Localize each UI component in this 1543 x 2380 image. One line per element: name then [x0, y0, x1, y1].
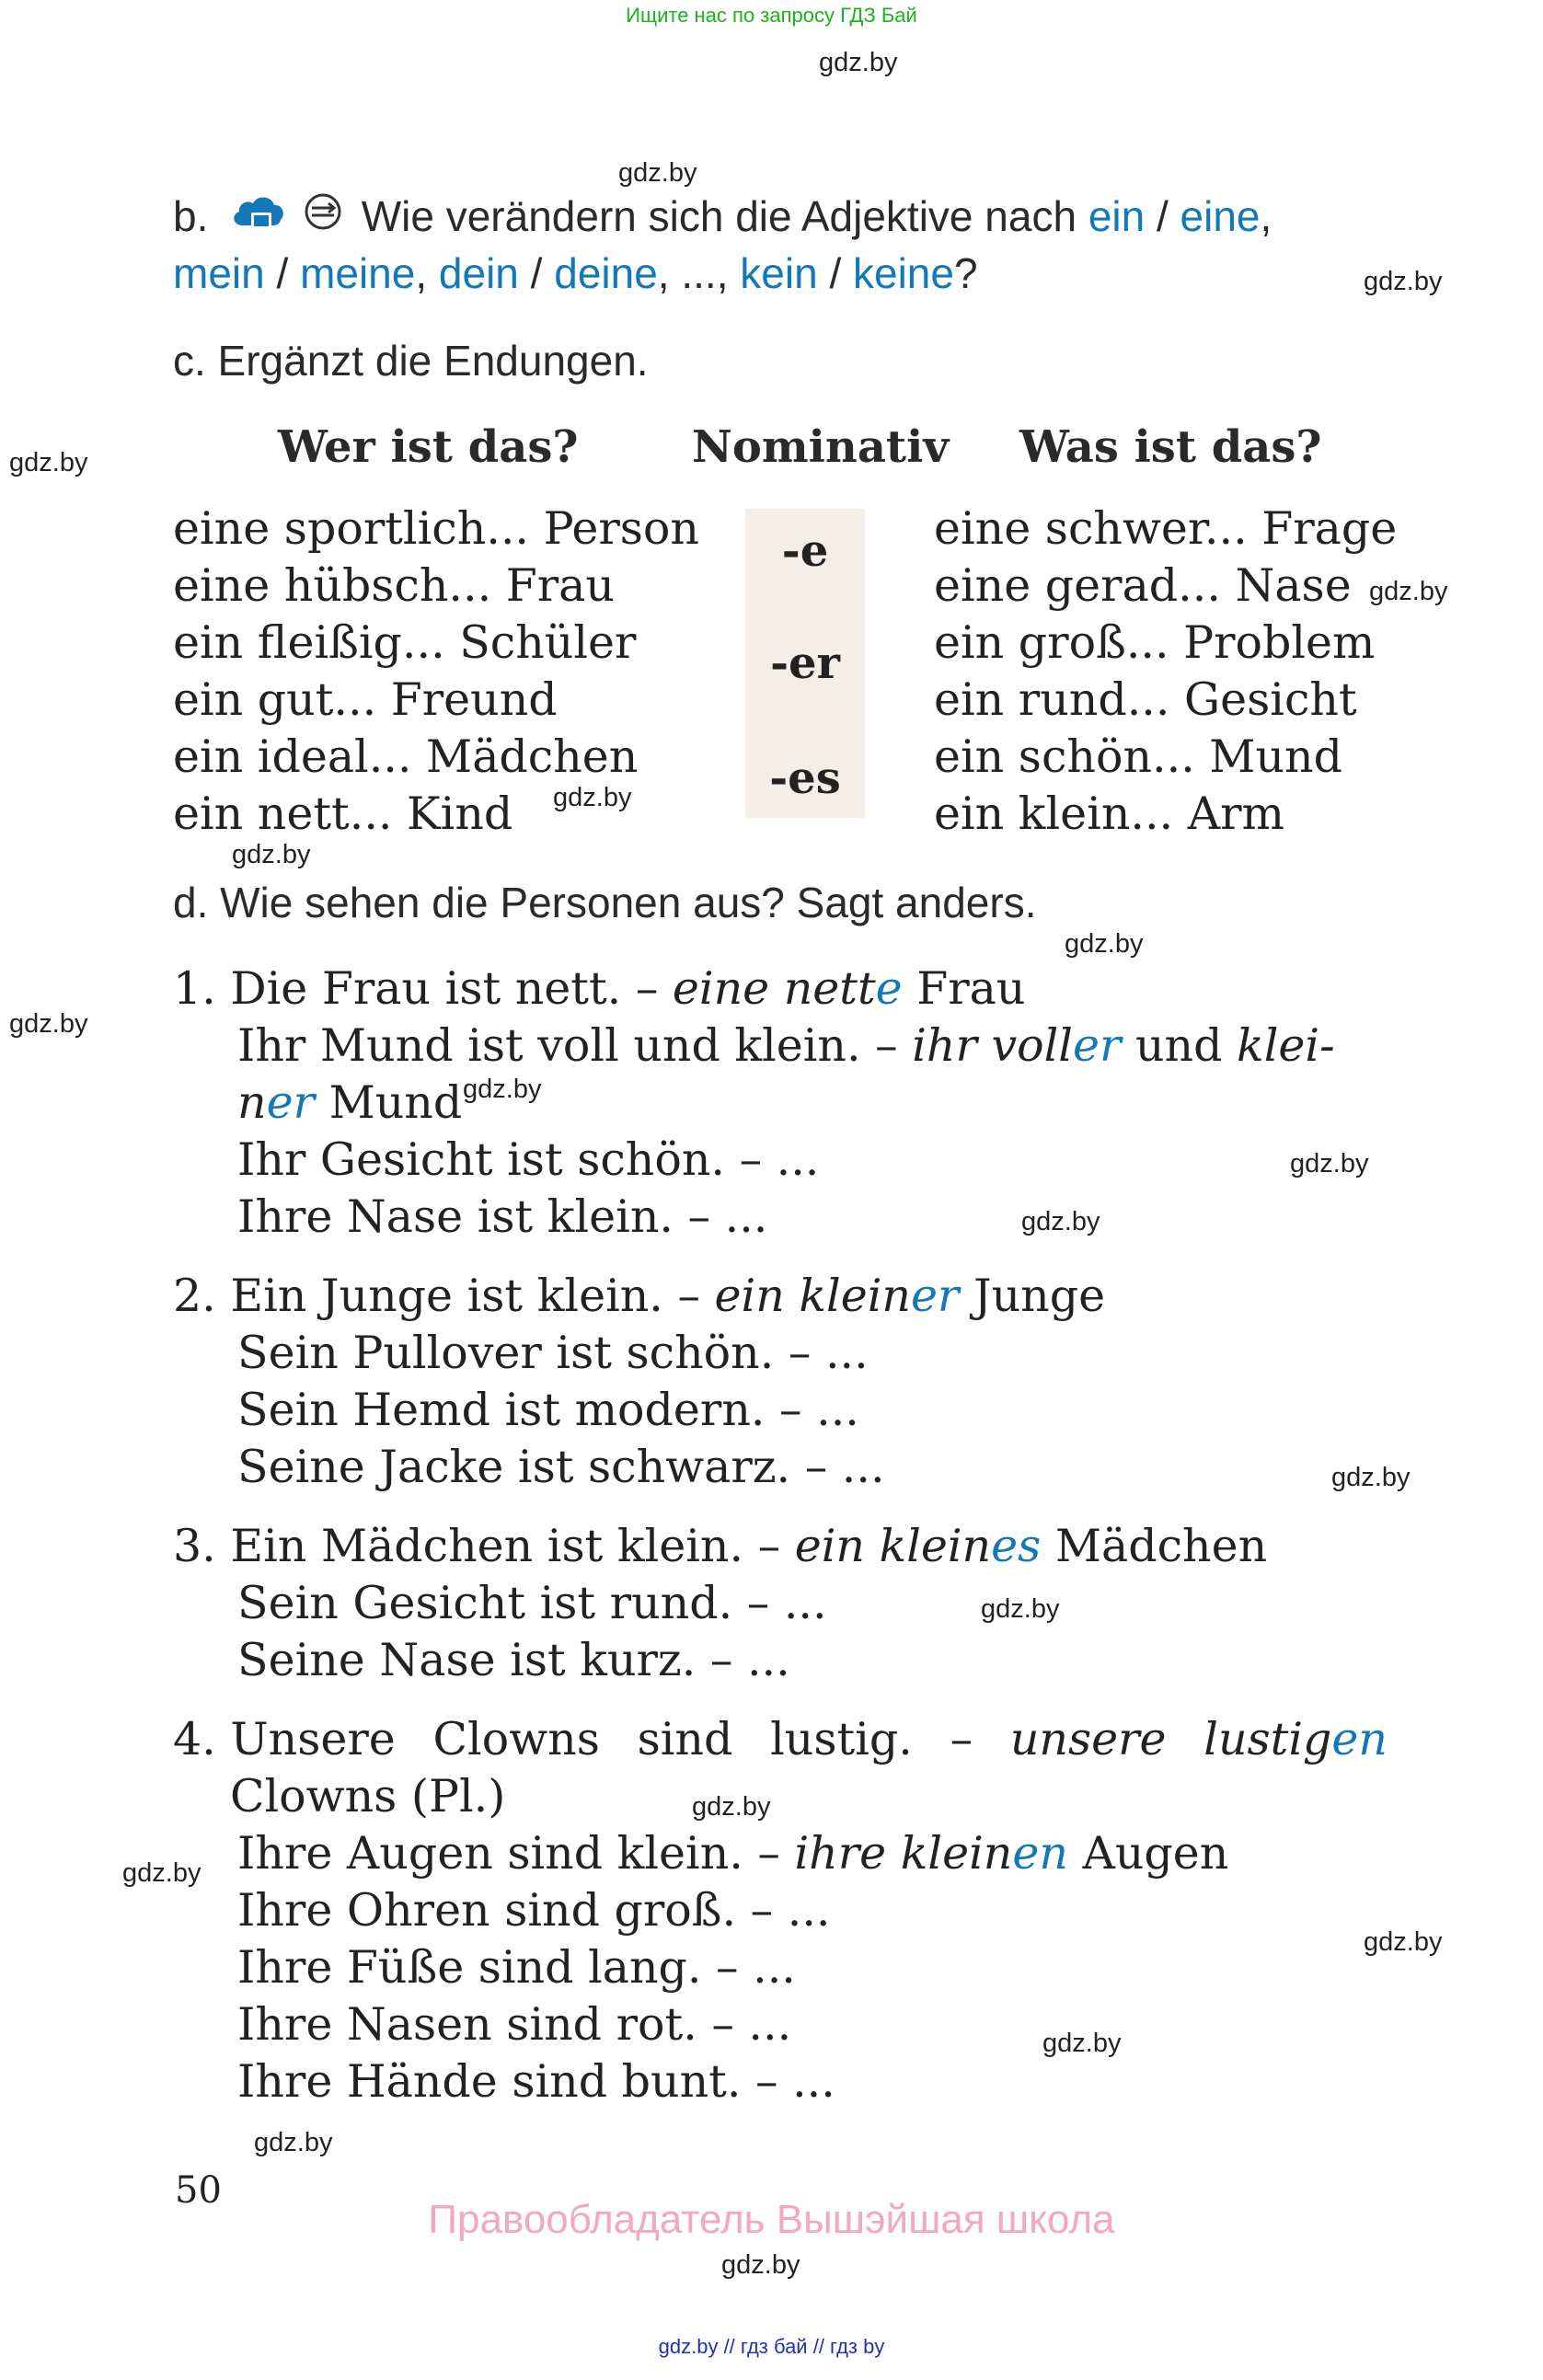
- task-b-line-1: [173, 191, 1272, 241]
- watermark: gdz.by: [692, 1792, 771, 1822]
- ex4-line-2: Clowns (Pl.): [230, 1770, 506, 1822]
- ex4-word: lustig.: [770, 1713, 913, 1765]
- watermark: gdz.by: [981, 1594, 1060, 1624]
- ex2-line-1: [173, 1270, 1105, 1322]
- slash: /: [1156, 192, 1169, 240]
- ellipsis: ...,: [681, 249, 729, 297]
- ex4-answer-stem: lustig: [1203, 1713, 1332, 1765]
- word-deine: deine: [554, 249, 658, 297]
- ex4-answer-word: unsere: [1009, 1713, 1167, 1765]
- watermark: gdz.by: [1065, 929, 1144, 959]
- comma: ,: [657, 249, 670, 297]
- ex4-word: Unsere: [230, 1713, 396, 1765]
- ex3-number: 3.: [173, 1520, 216, 1572]
- watermark: gdz.by: [463, 1075, 542, 1104]
- right-item: ein rund... Gesicht: [934, 673, 1357, 726]
- right-item: ein klein... Arm: [934, 788, 1284, 840]
- ex1-ending: e: [875, 962, 903, 1015]
- watermark: gdz.by: [721, 2250, 800, 2280]
- watermark: gdz.by: [1021, 1207, 1100, 1236]
- cloud-folder-icon: [229, 192, 288, 235]
- ex4-sentence-3: Ihre Augen sind klein. –: [237, 1827, 780, 1880]
- word-keine: keine: [853, 249, 954, 297]
- ex4-word: Clowns: [432, 1713, 600, 1765]
- watermark: gdz.by: [1364, 267, 1443, 296]
- ex1-line-2: [237, 1019, 1335, 1072]
- endings-box: [745, 509, 865, 818]
- comma: ,: [415, 249, 428, 297]
- word-eine: eine: [1180, 192, 1261, 240]
- watermark: gdz.by: [618, 158, 697, 188]
- ex1-line-3: [237, 1076, 462, 1129]
- ex4-ending: en: [1331, 1713, 1388, 1765]
- task-c-label: c. Ergänzt die Endungen.: [173, 337, 649, 385]
- task-b-letter: b.: [173, 192, 209, 240]
- watermark: gdz.by: [1331, 1463, 1411, 1492]
- ex1-sentence-2: Ihr Mund ist voll und klein. –: [237, 1019, 898, 1072]
- ex1-line-4: Ihr Gesicht ist schön. – ...: [237, 1133, 820, 1186]
- ex4-line-7: Ihre Hände sind bunt. – ...: [237, 2055, 835, 2108]
- rights-holder: Правообладатель Вышэйшая школа: [428, 2197, 1115, 2242]
- footer-links[interactable]: gdz.by // гдз бай // гдз by: [658, 2335, 885, 2358]
- task-b-question: Wie verändern sich die Adjektive nach: [361, 192, 1077, 240]
- ex1-line-5: Ihre Nase ist klein. – ...: [237, 1190, 768, 1243]
- right-item: ein groß... Problem: [934, 616, 1376, 669]
- ex4-line-3: [237, 1827, 1228, 1880]
- watermark: gdz.by: [232, 840, 311, 869]
- ex2-number: 2.: [173, 1270, 216, 1322]
- ex3-line-3: Seine Nase ist kurz. – ...: [237, 1634, 790, 1686]
- watermark: gdz.by: [1290, 1149, 1369, 1179]
- ex4-answer-word-2: [1203, 1713, 1388, 1765]
- ending-e: -e: [781, 525, 829, 577]
- ex4-line-4: Ihre Ohren sind groß. – ...: [237, 1884, 831, 1937]
- ex2-sentence: Ein Junge ist klein. –: [230, 1270, 700, 1322]
- ex4-line-5: Ihre Füße sind lang. – ...: [237, 1941, 796, 1994]
- ex3-ending: es: [991, 1520, 1042, 1572]
- watermark: gdz.by: [1364, 1927, 1443, 1957]
- left-item: ein nett... Kind: [173, 788, 513, 840]
- ex1-answer: eine nett: [672, 962, 876, 1015]
- word-meine: meine: [300, 249, 416, 297]
- header-nominativ: Nominativ: [692, 421, 950, 473]
- left-item: eine hübsch... Frau: [173, 559, 615, 612]
- comma: ,: [1260, 192, 1272, 240]
- ex4-ending-3: en: [1012, 1827, 1068, 1880]
- ex4-number-and-word: [173, 1713, 396, 1765]
- watermark: gdz.by: [553, 783, 632, 812]
- right-item: eine schwer... Frage: [934, 502, 1398, 555]
- ex4-noun-3: Augen: [1082, 1827, 1229, 1880]
- question-mark: ?: [953, 249, 978, 297]
- ex1-ending-3: er: [266, 1076, 315, 1129]
- ex1-answer-3: n: [237, 1076, 267, 1129]
- watermark: gdz.by: [122, 1858, 202, 1888]
- right-item: ein schön... Mund: [934, 730, 1342, 783]
- ex4-number: 4.: [173, 1713, 216, 1765]
- ex1-answer-2b: klei-: [1237, 1019, 1335, 1072]
- ex1-number: 1.: [173, 962, 216, 1015]
- left-item: ein gut... Freund: [173, 673, 558, 726]
- search-notice[interactable]: Ищите нас по запросу ГДЗ Бай: [626, 4, 917, 27]
- ex1-noun-3: Mund: [328, 1076, 463, 1129]
- watermark: gdz.by: [819, 48, 898, 77]
- ex1-noun: Frau: [916, 962, 1026, 1015]
- ex2-noun: Junge: [973, 1270, 1106, 1322]
- task-d-label: d. Wie sehen die Personen aus? Sagt anders.: [173, 879, 1037, 926]
- ex1-answer-2a: ihr voll: [912, 1019, 1073, 1072]
- slash: /: [530, 249, 543, 297]
- ex4-word: sind: [637, 1713, 733, 1765]
- ex2-line-2: Sein Pullover ist schön. – ...: [237, 1327, 869, 1379]
- watermark: gdz.by: [9, 448, 88, 477]
- word-dein: dein: [438, 249, 519, 297]
- ex2-line-4: Seine Jacke ist schwarz. – ...: [237, 1441, 885, 1493]
- slash: /: [276, 249, 289, 297]
- word-ein: ein: [1088, 192, 1146, 240]
- watermark: gdz.by: [254, 2128, 333, 2157]
- ex4-dash: –: [950, 1713, 973, 1765]
- right-item: eine gerad... Nase: [934, 559, 1352, 612]
- ex1-und: und: [1134, 1019, 1223, 1072]
- slash: /: [829, 249, 842, 297]
- left-column: [173, 500, 699, 843]
- header-was-ist-das: Was ist das?: [1019, 421, 1322, 473]
- ex3-line-2: Sein Gesicht ist rund. – ...: [237, 1577, 827, 1629]
- ex2-ending: er: [910, 1270, 960, 1322]
- ex2-line-3: Sein Hemd ist modern. – ...: [237, 1384, 859, 1436]
- left-item: eine sportlich... Person: [173, 502, 699, 555]
- page-number: 50: [175, 2169, 222, 2212]
- listen-icon: [304, 192, 342, 231]
- task-b-line-2: [173, 248, 978, 298]
- watermark: gdz.by: [9, 1009, 88, 1039]
- ex4-line-6: Ihre Nasen sind rot. – ...: [237, 1998, 792, 2051]
- ex1-ending-2a: er: [1072, 1019, 1122, 1072]
- header-wer-ist-das: Wer ist das?: [278, 421, 579, 473]
- ex3-answer: ein klein: [794, 1520, 992, 1572]
- ending-er: -er: [770, 638, 840, 689]
- left-item: ein ideal... Mädchen: [173, 730, 639, 783]
- ex4-line-1: [173, 1713, 1388, 1765]
- word-mein: mein: [173, 249, 265, 297]
- watermark: gdz.by: [1042, 2029, 1122, 2058]
- ex2-answer: ein klein: [714, 1270, 911, 1322]
- word-kein: kein: [740, 249, 818, 297]
- ex4-answer-3: ihre klein: [794, 1827, 1013, 1880]
- ex3-noun: Mädchen: [1054, 1520, 1268, 1572]
- ending-es: -es: [769, 753, 841, 804]
- right-column: [934, 500, 1397, 843]
- ex3-sentence: Ein Mädchen ist klein. –: [230, 1520, 781, 1572]
- ex3-line-1: [173, 1520, 1267, 1572]
- left-item: ein fleißig... Schüler: [173, 616, 637, 669]
- watermark: gdz.by: [1369, 577, 1448, 606]
- ex1-line-1: [173, 962, 1025, 1015]
- ex1-sentence: Die Frau ist nett. –: [230, 962, 659, 1015]
